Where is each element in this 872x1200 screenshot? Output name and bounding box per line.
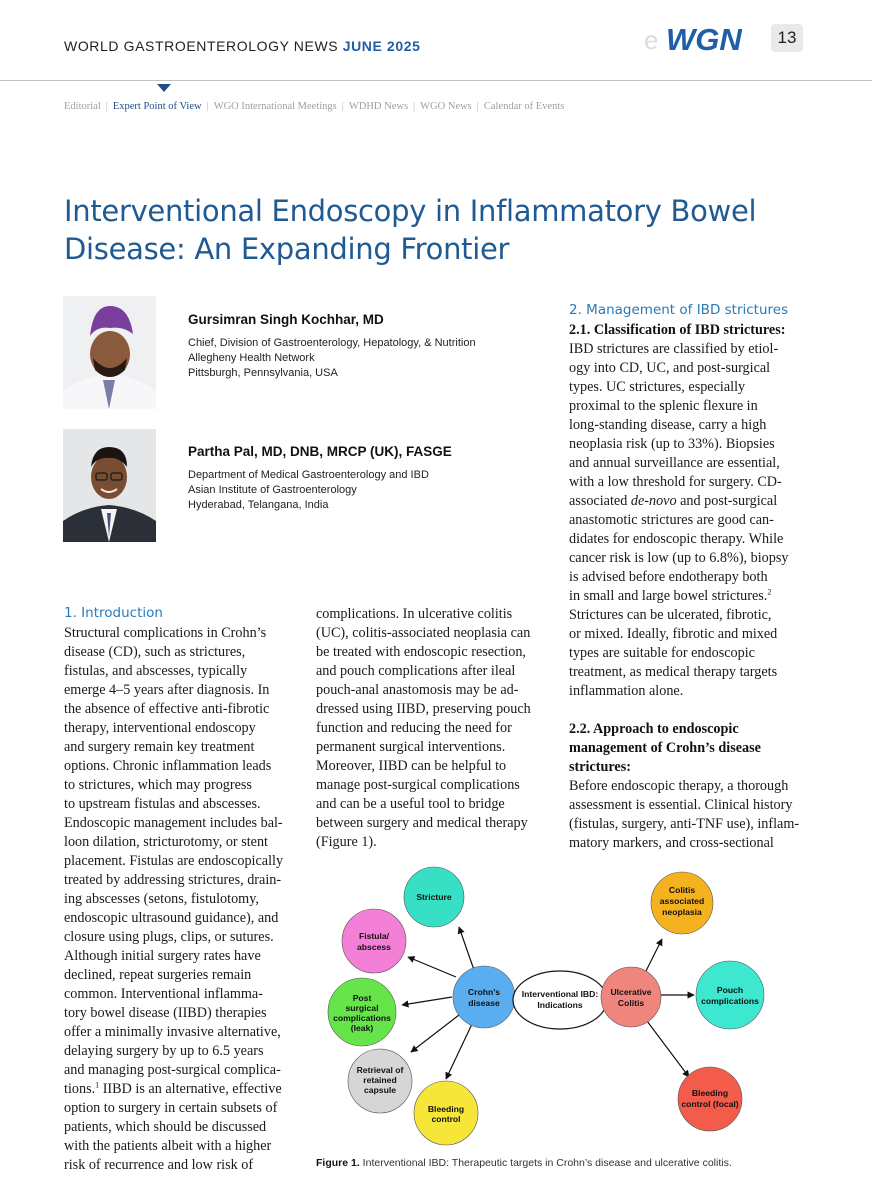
text-line: (Figure 1).	[316, 834, 377, 850]
active-section-marker	[157, 84, 171, 92]
text-line: or mixed. Ideally, fibrotic and mixed	[569, 626, 778, 642]
arrow-to-post-surgical	[402, 997, 452, 1005]
text-line: Although initial surgery rates have	[64, 948, 261, 964]
text-line-with-reference	[64, 1080, 304, 1099]
text-line	[569, 492, 809, 511]
node-ulcerative-colitis	[601, 967, 661, 1027]
affiliation-line: Hyderabad, Telangana, India	[188, 499, 329, 512]
text-line: endoscopic ultrasound guidance), and	[64, 910, 279, 926]
text-line: pouch-anal anastomosis may be ad-	[316, 682, 519, 698]
text-line: complications. In ulcerative colitis	[316, 606, 513, 622]
text-line: treated by addressing strictures, drain-	[64, 872, 282, 888]
page-number: 13	[771, 24, 803, 52]
node-label: capsule	[363, 1085, 397, 1095]
text-line: therapy, interventional endoscopy	[64, 720, 256, 736]
introduction-column-2	[316, 605, 556, 852]
text-line: patients, which should be discussed	[64, 1119, 267, 1135]
affiliation-line: Allegheny Health Network	[188, 352, 315, 365]
node-label: control (focal)	[681, 1099, 739, 1109]
text-line: inflammation alone.	[569, 683, 684, 699]
text-line: to upstream fistulas and abscesses.	[64, 796, 261, 812]
text-line: assessment is essential. Clinical history	[569, 797, 793, 813]
publication-header	[64, 38, 420, 54]
text-line: neoplasia risk (up to 33%). Biopsies	[569, 436, 775, 452]
nav-separator: |	[413, 101, 416, 112]
text-line: Structural complications in Crohn’s	[64, 625, 267, 641]
affiliation-line: Department of Medical Gastroenterology and IBD	[188, 469, 429, 481]
issue-date: JUNE 2025	[342, 38, 421, 54]
nav-separator: |	[476, 101, 479, 112]
author-photo-kochhar	[63, 296, 156, 409]
text-line: and managing post-surgical complica-	[64, 1062, 281, 1078]
text-line: Before endoscopic therapy, a thorough	[569, 778, 789, 794]
nav-wgo-news[interactable]: WGO News	[420, 101, 472, 112]
text-fragment: and post-surgical	[676, 493, 778, 509]
subheading-classification: 2.1. Classification of IBD strictures:	[569, 322, 786, 338]
node-label: associated	[659, 896, 705, 906]
text-line: to strictures, which may progress	[64, 777, 252, 793]
nav-editorial[interactable]: Editorial	[64, 101, 101, 112]
section-heading-introduction: 1. Introduction	[64, 605, 163, 621]
reference-marker[interactable]: 2	[767, 587, 772, 597]
text-line: is advised before endotherapy both	[569, 569, 768, 585]
text-line: manage post-surgical complications	[316, 777, 520, 793]
text-line: didates for endoscopic therapy. While	[569, 531, 784, 547]
text-line: offer a minimally invasive alternative,	[64, 1024, 281, 1040]
text-line: options. Chronic inflammation leads	[64, 758, 272, 774]
text-line: and can be a useful tool to bridge	[316, 796, 505, 812]
text-line: matory markers, and cross-sectional	[569, 835, 774, 851]
article-title: Interventional Endoscopy in Inflammatory Bowel Disease: An Expanding Frontier	[64, 194, 757, 266]
subheading-approach: management of Crohn’s disease	[569, 740, 761, 756]
node-label: retained	[363, 1075, 397, 1085]
text-line: with the patients albeit with a higher	[64, 1138, 272, 1154]
italic-term: de-novo	[630, 493, 677, 509]
text-line: fistulas, and abscesses, typically	[64, 663, 248, 679]
node-fistula-abscess	[342, 909, 406, 973]
text-line: loon dilation, stricturotomy, or stent	[64, 834, 268, 850]
node-label: complications	[333, 1013, 391, 1023]
node-label: Bleeding	[691, 1088, 729, 1098]
text-line: dressed using IIBD, preserving pouch	[316, 701, 531, 717]
caption-text: Interventional IBD: Therapeutic targets in Crohn’s disease and ulcerative colitis.	[359, 1157, 732, 1169]
logo-text: WGN	[666, 22, 742, 56]
node-label: Ulcerative	[610, 987, 652, 997]
text-line: IBD strictures are classified by etiol-	[569, 341, 779, 357]
affiliation-line: Chief, Division of Gastroenterology, Hepatology, & Nutrition	[188, 337, 476, 349]
node-label: Colitis	[668, 885, 696, 895]
nav-calendar-of-events[interactable]: Calendar of Events	[483, 101, 565, 112]
text-line: types are suitable for endoscopic	[569, 645, 755, 661]
arrow-to-fistula	[408, 957, 456, 977]
node-label: abscess	[357, 942, 391, 952]
text-line: emerge 4–5 years after diagnosis. In	[64, 682, 270, 698]
author-affiliation	[188, 468, 429, 514]
introduction-column-1	[64, 624, 304, 1175]
node-label: surgical	[345, 1003, 379, 1013]
text-line: risk of recurrence and low risk of	[64, 1157, 254, 1173]
text-line: anastomotic strictures are good can-	[569, 512, 774, 528]
node-pouch-complications	[696, 961, 764, 1029]
reference-marker[interactable]: 1	[95, 1080, 100, 1090]
text-line: treatment, as medical therapy targets	[569, 664, 778, 680]
arrow-to-bleeding-focal	[647, 1021, 689, 1077]
arrow-to-bleeding	[446, 1024, 472, 1079]
text-line: closure using plugs, clips, or sutures.	[64, 929, 274, 945]
node-label: (leak)	[350, 1023, 374, 1033]
node-colitis-neoplasia	[651, 872, 713, 934]
author-affiliation	[188, 336, 476, 382]
arrow-to-stricture	[459, 927, 474, 970]
management-column	[569, 321, 809, 853]
text-line: function and reducing the need for	[316, 720, 512, 736]
header-divider	[0, 80, 872, 81]
text-fragment: in small and large bowel strictures.	[569, 588, 768, 604]
subheading-approach: 2.2. Approach to endoscopic	[569, 721, 739, 737]
node-stricture	[404, 867, 464, 927]
text-line: (fistulas, surgery, anti-TNF use), inflam-	[569, 816, 800, 832]
logo-prefix: e	[644, 25, 659, 55]
subheading-approach: strictures:	[569, 759, 631, 775]
node-bleeding-control	[414, 1081, 478, 1145]
node-post-surgical	[328, 978, 396, 1046]
node-retrieval-capsule	[348, 1049, 412, 1113]
text-line: disease (CD), such as strictures,	[64, 644, 246, 660]
text-line: and pouch complications after ileal	[316, 663, 516, 679]
section-heading-management: 2. Management of IBD strictures	[569, 302, 789, 318]
node-bleeding-control-focal	[678, 1067, 742, 1131]
text-line: be treated with endoscopic resection,	[316, 644, 526, 660]
node-label: neoplasia	[662, 907, 702, 917]
node-label: Bleeding	[427, 1104, 465, 1114]
text-fragment: IIBD is an alternative, effective	[99, 1081, 282, 1097]
nav-expert-point-of-view[interactable]: Expert Point of View	[112, 101, 202, 112]
text-line: Moreover, IIBD can be helpful to	[316, 758, 507, 774]
node-label: Fistula/	[358, 931, 390, 941]
node-label: Stricture	[416, 892, 452, 902]
paragraph-spacer	[569, 701, 809, 720]
text-line: and surgery remain key treatment	[64, 739, 255, 755]
author-name: Partha Pal, MD, DNB, MRCP (UK), FASGE	[188, 444, 452, 459]
text-line: ing abscesses (setons, fistulotomy,	[64, 891, 259, 907]
nav-separator: |	[105, 101, 108, 112]
node-label: Indications	[537, 1000, 583, 1010]
text-line: placement. Fistulas are endoscopically	[64, 853, 284, 869]
text-line: option to surgery in certain subsets of	[64, 1100, 278, 1116]
node-label: disease	[468, 998, 500, 1008]
text-line: ogy into CD, UC, and post-surgical	[569, 360, 771, 376]
arrow-to-colitis-neoplasia	[645, 939, 662, 973]
text-line-with-reference	[569, 587, 809, 606]
node-label: Colitis	[617, 998, 645, 1008]
text-line: types. UC strictures, especially	[569, 379, 746, 395]
nav-wgo-international-meetings[interactable]: WGO International Meetings	[213, 101, 337, 112]
author-photo-pal	[63, 429, 156, 542]
text-line: long-standing disease, carry a high	[569, 417, 767, 433]
arrow-to-capsule	[411, 1015, 459, 1052]
text-line: between surgery and medical therapy	[316, 815, 528, 831]
text-fragment: tions.	[64, 1081, 96, 1097]
affiliation-line: Asian Institute of Gastroenterology	[188, 484, 357, 497]
ewgn-logo[interactable]	[640, 22, 750, 56]
text-line: tory bowel disease (IIBD) therapies	[64, 1005, 267, 1021]
node-label: Crohn’s	[467, 987, 501, 997]
node-label: Pouch	[716, 985, 744, 995]
text-fragment: associated	[569, 493, 631, 509]
node-label: Interventional IBD:	[521, 989, 599, 999]
text-line: (UC), colitis-associated neoplasia can	[316, 625, 531, 641]
author-name: Gursimran Singh Kochhar, MD	[188, 312, 384, 327]
affiliation-line: Pittsburgh, Pennsylvania, USA	[188, 367, 338, 380]
nav-separator: |	[206, 101, 209, 112]
text-line: common. Interventional inflamma-	[64, 986, 263, 1002]
section-nav	[64, 101, 564, 112]
text-line: with a low threshold for surgery. CD-	[569, 474, 782, 490]
text-line: Strictures can be ulcerated, fibrotic,	[569, 607, 772, 623]
node-label: complications	[701, 996, 759, 1006]
text-line: Endoscopic management includes bal-	[64, 815, 283, 831]
caption-label: Figure 1.	[316, 1157, 360, 1169]
text-line: cancer risk is low (up to 6.8%), biopsy	[569, 550, 789, 566]
node-label: Post	[352, 993, 372, 1003]
node-interventional-ibd	[513, 971, 607, 1029]
text-line: declined, repeat surgeries remain	[64, 967, 252, 983]
publication-name: WORLD GASTROENTEROLOGY NEWS	[64, 38, 339, 54]
text-line: permanent surgical interventions.	[316, 739, 506, 755]
figure-caption	[316, 1157, 732, 1169]
figure-1-diagram	[316, 855, 786, 1147]
nav-separator: |	[341, 101, 344, 112]
text-line: and annual surveillance are essential,	[569, 455, 780, 471]
node-label: Retrieval of	[356, 1065, 404, 1075]
node-crohns-disease	[453, 966, 515, 1028]
text-line: the absence of effective anti-fibrotic	[64, 701, 270, 717]
node-label: control	[431, 1114, 461, 1124]
text-line: delaying surgery by up to 6.5 years	[64, 1043, 264, 1059]
text-line: proximal to the splenic flexure in	[569, 398, 758, 414]
nav-wdhd-news[interactable]: WDHD News	[348, 101, 409, 112]
